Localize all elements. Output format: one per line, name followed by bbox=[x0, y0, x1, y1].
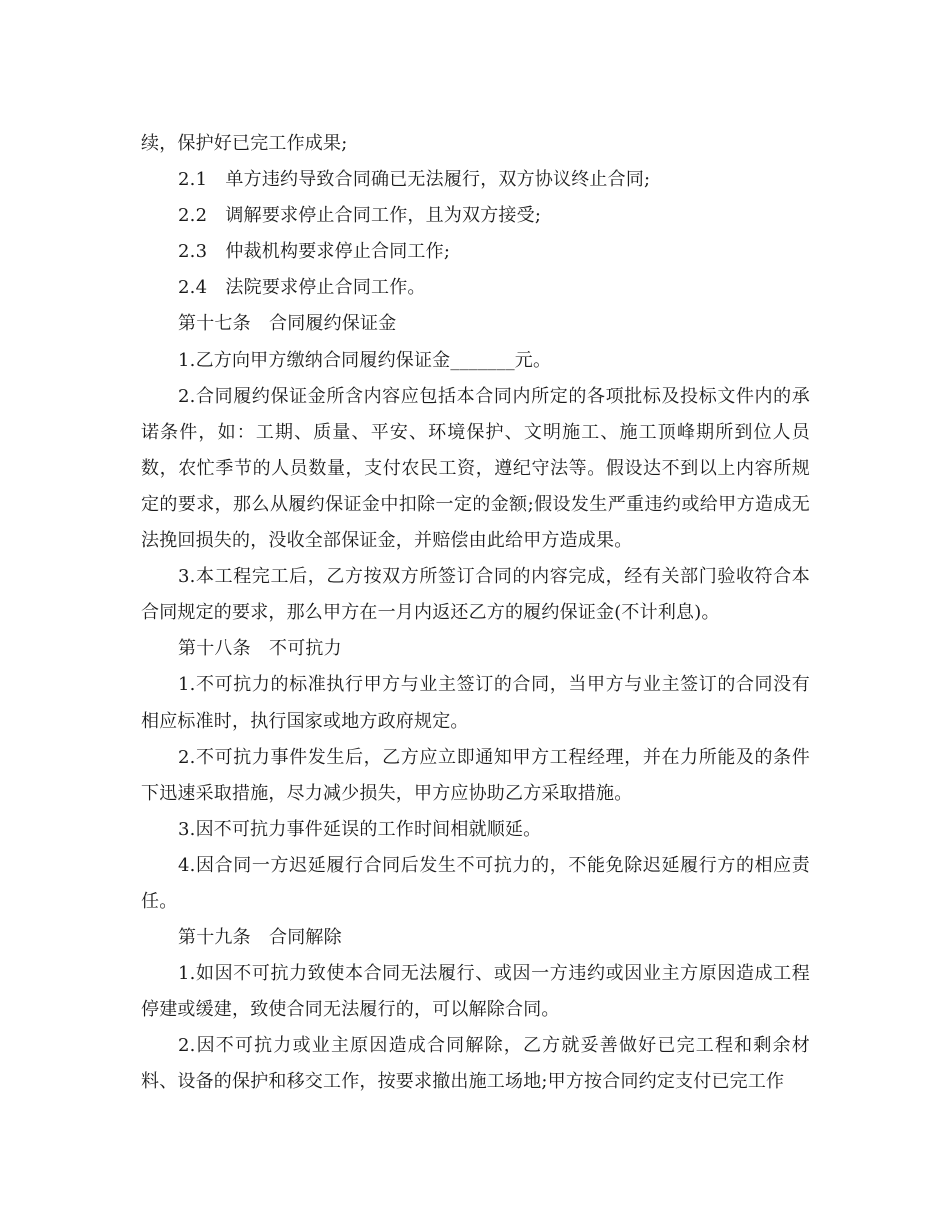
clause-2-4: 2.4 法院要求停止合同工作。 bbox=[178, 277, 426, 299]
clause-2-2: 2.2 调解要求停止合同工作，且为双方接受; bbox=[178, 205, 542, 227]
article-18-heading: 第十八条 不可抗力 bbox=[178, 638, 342, 660]
article-17-item-3: 3.本工程完工后，乙方按双方所签订合同的内容完成，经有关部门验收符合本合同规定的要求，那么甲方在一月内返还乙方的履约保证金(不计利息)。 bbox=[141, 566, 810, 624]
article-19-item-1: 1.如因不可抗力致使本合同无法履行、或因一方违约或因业主方原因造成工程停建或缓建，致使合同无法履行的，可以解除合同。 bbox=[141, 963, 810, 1021]
article-17-item-1: 1.乙方向甲方缴纳合同履约保证金_______元。 bbox=[178, 349, 552, 371]
article-18-item-2: 2.不可抗力事件发生后，乙方应立即通知甲方工程经理，并在力所能及的条件下迅速采取措施，尽力减少损失，甲方应协助乙方采取措施。 bbox=[141, 746, 810, 804]
article-18-item-4: 4.因合同一方迟延履行合同后发生不可抗力的，不能免除迟延履行方的相应责任。 bbox=[141, 854, 810, 912]
article-19-heading: 第十九条 合同解除 bbox=[178, 927, 342, 949]
article-19-item-2: 2.因不可抗力或业主原因造成合同解除，乙方就妥善做好已完工程和剩余材料、设备的保护和移交工作，按要求撤出施工场地;甲方按合同约定支付已完工作 bbox=[141, 1035, 810, 1093]
paragraph: 续，保护好已完工作成果; bbox=[141, 133, 348, 154]
article-17-item-2: 2.合同履约保证金所含内容应包括本合同内所定的各项批标及投标文件内的承诺条件，如：工期、质量、平安、环境保护、文明施工、施工顶峰期所到位人员数，农忙季节的人员数量，支付农民工资，遵纪守法等。假设达不到以上内容所规定的要求，那么从履约保证金中扣除一定的金额;假设发生严重违约或给甲方造成无法挽回损失的，没收全部保证金，并赔偿由此给甲方造成果。 bbox=[141, 385, 810, 552]
article-17-heading: 第十七条 合同履约保证金 bbox=[178, 313, 397, 335]
clause-2-1: 2.1 单方违约导致合同确已无法履行，双方协议终止合同; bbox=[178, 169, 651, 191]
article-18-item-3: 3.因不可抗力事件延误的工作时间相就顺延。 bbox=[178, 818, 542, 840]
clause-2-3: 2.3 仲裁机构要求停止合同工作; bbox=[178, 241, 451, 263]
article-18-item-1: 1.不可抗力的标准执行甲方与业主签订的合同，当甲方与业主签订的合同没有相应标准时，执行国家或地方政府规定。 bbox=[141, 674, 810, 732]
